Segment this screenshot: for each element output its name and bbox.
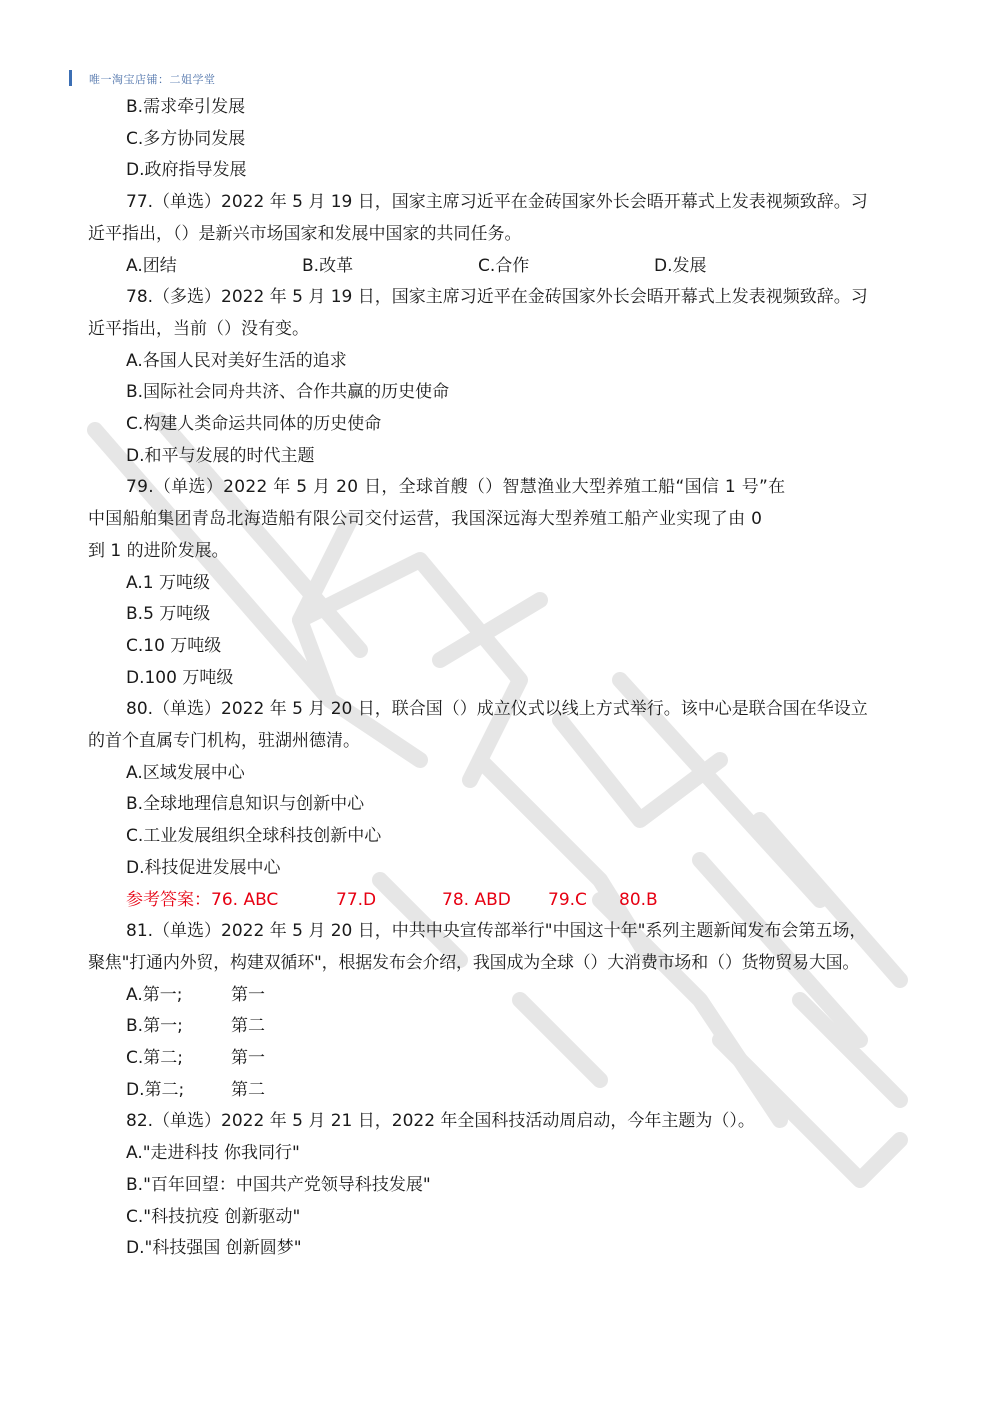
option-value: 第二: [231, 1016, 265, 1037]
question-79-line3: 到 1 的进阶发展。: [88, 540, 229, 561]
option-line: C.多方协同发展: [126, 128, 246, 149]
option-row: [88, 1043, 914, 1075]
option-b: B.改革: [302, 255, 354, 276]
question-79-line2: 中国船舶集团青岛北海造船有限公司交付运营，我国深远海大型养殖工船产业实现了由 0: [88, 509, 763, 530]
option-label: C.第二;: [126, 1048, 184, 1069]
answer-key: [88, 885, 914, 917]
option-line: A.区域发展中心: [126, 762, 245, 783]
answer-78: 78. ABD: [442, 889, 511, 910]
option-line: B.全球地理信息知识与创新中心: [126, 794, 365, 815]
option-d: D.发展: [654, 255, 707, 276]
option-row: [88, 1075, 914, 1107]
header-shop-label: 唯一淘宝店铺：二姐学堂: [89, 73, 216, 86]
option-a: A.团结: [126, 255, 177, 276]
option-c: C.合作: [478, 255, 530, 276]
header-accent-bar: [69, 70, 72, 86]
option-value: 第二: [231, 1079, 265, 1100]
option-line: A.1 万吨级: [126, 572, 210, 593]
question-79-line1: 79.（单选）2022 年 5 月 20 日，全球首艘（）智慧渔业大型养殖工船“国信 1 号”在: [126, 477, 786, 498]
answer-76: 参考答案：76. ABC: [126, 889, 279, 910]
question-80-line1: 80.（单选）2022 年 5 月 20 日，联合国（）成立仪式以线上方式举行。该中心是联合国在华设立: [126, 699, 868, 720]
option-value: 第一: [231, 984, 265, 1005]
option-line: D.100 万吨级: [126, 667, 234, 688]
question-81-line2: 聚焦"打通内外贸，构建双循环"，根据发布会介绍，我国成为全球（）大消费市场和（）货物贸易大国。: [88, 952, 860, 973]
option-line: B.5 万吨级: [126, 604, 211, 625]
option-row: [88, 980, 914, 1012]
option-label: D.第二;: [126, 1079, 185, 1100]
option-line: B.国际社会同舟共济、合作共赢的历史使命: [126, 382, 450, 403]
option-line: D.科技促进发展中心: [126, 857, 281, 878]
question-list: [88, 92, 914, 1265]
question-82-line1: 82.（单选）2022 年 5 月 21 日，2022 年全国科技活动周启动，今年主题为（）。: [126, 1111, 755, 1132]
option-line: A."走进科技 你我同行": [126, 1143, 300, 1164]
question-78-line1: 78.（多选）2022 年 5 月 19 日，国家主席习近平在金砖国家外长会晤开幕式上发表视频致辞。习: [126, 287, 868, 308]
option-line: C.构建人类命运共同体的历史使命: [126, 414, 382, 435]
option-line: B."百年回望：中国共产党领导科技发展": [126, 1174, 431, 1195]
option-line: B.需求牵引发展: [126, 97, 246, 117]
answer-80: 80.B: [619, 889, 658, 910]
answer-77: 77.D: [336, 889, 377, 910]
option-label: B.第一;: [126, 1016, 183, 1037]
option-line: D."科技强国 创新圆梦": [126, 1238, 302, 1259]
question-78-line2: 近平指出，当前（）没有变。: [88, 318, 309, 339]
option-line: C.10 万吨级: [126, 635, 222, 656]
answer-79: 79.C: [548, 889, 587, 910]
option-row: [88, 1011, 914, 1043]
option-value: 第一: [231, 1048, 265, 1069]
option-line: D.和平与发展的时代主题: [126, 445, 315, 466]
option-line: D.政府指导发展: [126, 160, 247, 181]
option-label: A.第一;: [126, 984, 183, 1005]
question-80-line2: 的首个直属专门机构，驻湖州德清。: [88, 731, 360, 752]
option-line: C.工业发展组织全球科技创新中心: [126, 826, 382, 847]
option-line: A.各国人民对美好生活的追求: [126, 350, 347, 371]
question-77-options: [88, 251, 914, 283]
question-77-line1: 77.（单选）2022 年 5 月 19 日，国家主席习近平在金砖国家外长会晤开幕式上发表视频致辞。习: [126, 192, 868, 213]
option-line: C."科技抗疫 创新驱动": [126, 1206, 301, 1227]
question-77-line2: 近平指出，（）是新兴市场国家和发展中国家的共同任务。: [88, 223, 522, 244]
question-81-line1: 81.（单选）2022 年 5 月 20 日，中共中央宣传部举行"中国这十年"系列主题新闻发布会第五场，: [126, 921, 867, 942]
